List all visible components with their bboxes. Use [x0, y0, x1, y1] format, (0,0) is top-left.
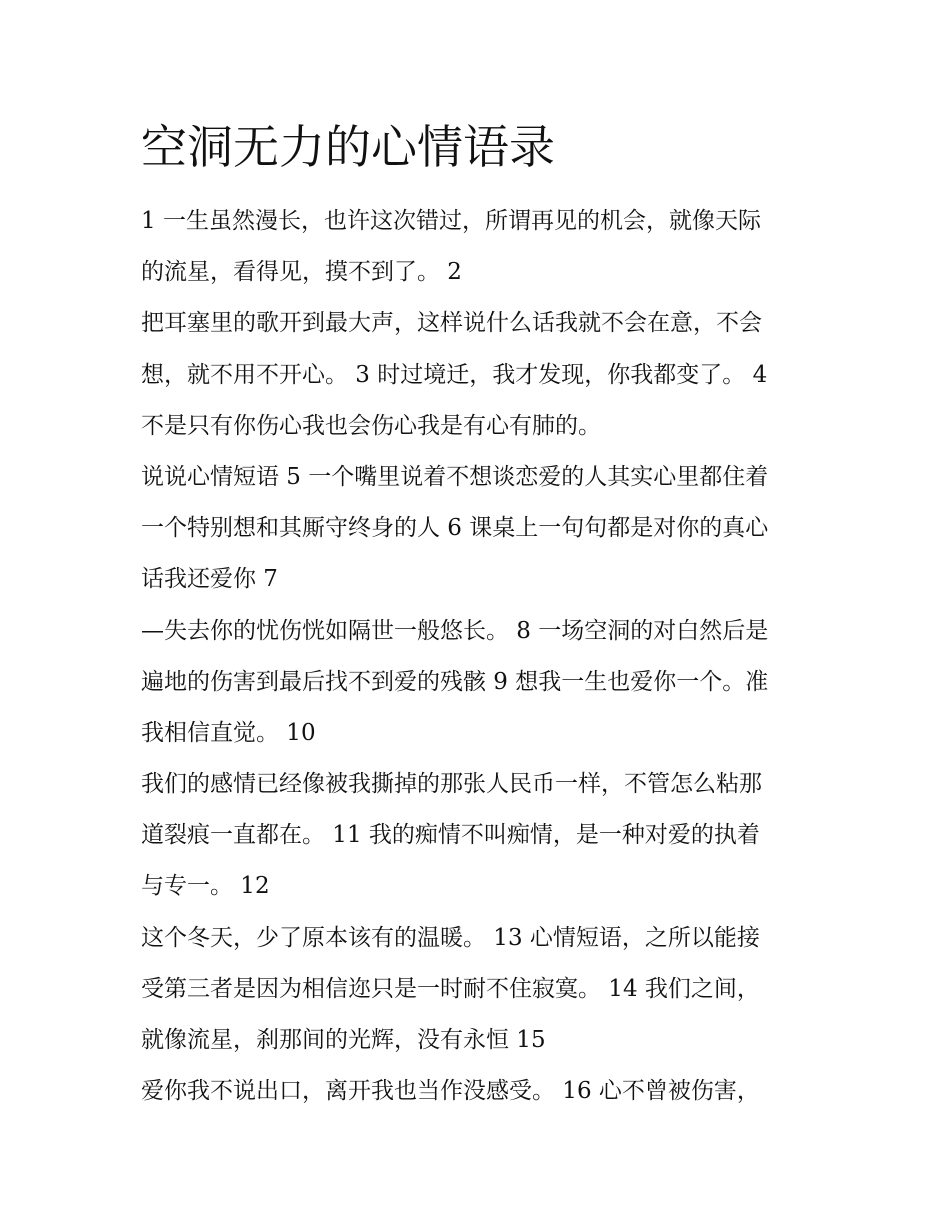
- text-line-9: —失去你的忧伤恍如隔世一般悠长。 8 一场空洞的对白然后是: [141, 617, 769, 644]
- document-title: 空洞无力的心情语录: [141, 120, 555, 174]
- text-line-11: 我相信直觉。 10: [141, 719, 316, 746]
- text-line-12: 我们的感情已经像被我撕掉的那张人民币一样，不管怎么粘那: [141, 771, 762, 798]
- text-line-2: 的流星，看得见，摸不到了。 2: [141, 259, 462, 286]
- text-line-13: 道裂痕一直都在。 11 我的痴情不叫痴情，是一种对爱的执着: [141, 822, 760, 849]
- text-line-8: 话我还爱你 7: [141, 566, 278, 593]
- text-line-4: 想，就不用不开心。 3 时过境迁，我才发现，你我都变了。 4: [141, 361, 768, 388]
- text-line-6: 说说心情短语 5 一个嘴里说着不想谈恋爱的人其实心里都住着: [141, 463, 769, 490]
- text-line-17: 就像流星，刹那间的光辉，没有永恒 15: [141, 1027, 546, 1053]
- text-line-18: 爱你我不说出口，离开我也当作没感受。 16 心不曾被伤害，: [141, 1078, 760, 1105]
- text-line-15: 这个冬天，少了原本该有的温暖。 13 心情短语，之所以能接: [141, 924, 760, 951]
- document-body: [141, 196, 841, 1117]
- text-line-14: 与专一。 12: [141, 873, 270, 900]
- text-line-7: 一个特别想和其厮守终身的人 6 课桌上一句句都是对你的真心: [141, 515, 769, 542]
- text-line-1: 1 一生虽然漫长，也许这次错过，所谓再见的机会，就像天际: [141, 208, 761, 234]
- text-line-10: 遍地的伤害到最后找不到爱的残骸 9 想我一生也爱你一个。准: [141, 668, 769, 695]
- text-line-3: 把耳塞里的歌开到最大声，这样说什么话我就不会在意，不会: [141, 310, 762, 337]
- text-line-16: 受第三者是因为相信迩只是一时耐不住寂寞。 14 我们之间，: [141, 975, 760, 1002]
- text-line-5: 不是只有你伤心我也会伤心我是有心有肺的。: [141, 412, 601, 439]
